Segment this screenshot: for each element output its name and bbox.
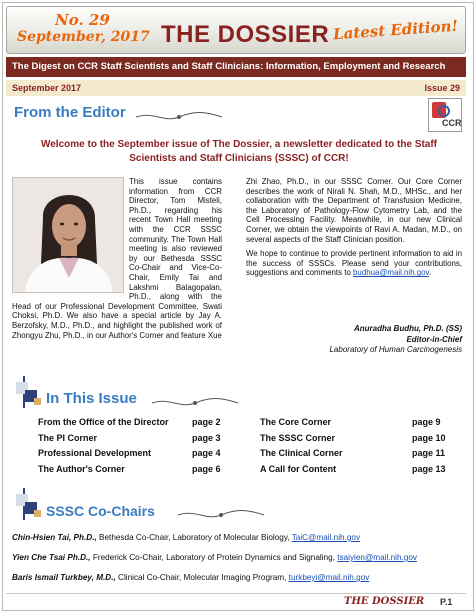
cochair-name: Chin-Hsien Tai, Ph.D., xyxy=(12,533,97,542)
toc-item[interactable]: The Clinical Corner page 11 xyxy=(260,448,446,458)
editor-right-para-2: We hope to continue to provide pertinent information to aid in the success of SSSCs. Please send your contributions, suggestions and comments to budhua@mail.nih.gov. xyxy=(246,249,462,278)
issue-label: Issue 29 xyxy=(424,83,460,93)
cochair-email-link[interactable]: turkbeyi@mail.nih.gov xyxy=(288,573,370,582)
issue-number: No. 29 xyxy=(55,11,110,29)
toc-item[interactable]: The Author's Corner page 6 xyxy=(38,463,221,474)
ccr-logo xyxy=(428,98,462,132)
welcome-message: Welcome to the September issue of The Dossier, a newsletter dedicated to the Staff Scientists and Staff Clinicians (SSSC) of CCR! xyxy=(40,139,438,164)
editor-email-link[interactable]: budhua@mail.nih.gov xyxy=(353,268,429,278)
ornament-flourish-icon xyxy=(150,397,240,409)
toc-left-column xyxy=(38,415,228,477)
cochair-email-link[interactable]: tsaiyien@mail.nih.gov xyxy=(337,553,417,562)
toc-item[interactable]: The SSSC Corner page 10 xyxy=(260,432,446,443)
cochairs-heading: SSSC Co-Chairs xyxy=(46,503,155,519)
date-bar xyxy=(6,80,466,96)
toc-item[interactable]: The Core Corner page 9 xyxy=(260,417,441,427)
cochair-name: Baris Ismail Turkbey, M.D., xyxy=(12,573,116,582)
footer-title: THE DOSSIER xyxy=(344,596,425,607)
editor-left-text: This issue contains information from CCR Director, Tom Misteli, Ph.D., regarding his recent Town Hall meeting with the CCR SSSC community. The Town Hall meeting is also reviewed by our Bethesda SSSC Co-Chair and Vice-Co-Chair, Emily Tai and Lakshmi Balagopalan, Ph.D., along with the Head of our Professional Development Committee, Swati Choksi, Ph.D. We also have a special article by Jay A. Berzofsky, M.D., Ph.D., and highlight the published work of Zhongyu Zhu, Ph.D., in our Author's Corner and feature Xue xyxy=(12,177,222,340)
toc-right-column xyxy=(260,415,460,477)
toc-item[interactable]: The PI Corner page 3 xyxy=(38,432,221,443)
footer-divider xyxy=(6,593,466,594)
cochair-desc: Clinical Co-Chair, Molecular Imaging Program, xyxy=(115,573,289,582)
newsletter-title: THE DOSSIER xyxy=(161,21,330,48)
editor-right-para-1: Zhi Zhao, Ph.D., in our SSSC Corner. Our Core Corner describes the work of Nirali N. Shah, M.D., MHSc., and her collaboration with the Department of Transfusion Medicine, the Laboratory of Pathology-Flow Cytometry Lab, and the Cell Processing Facility. Meanwhile, in our new Clinical Corner, we obtain the viewpoints of Ravi A. Madan, M.D., on several aspects of the Staff Clinician position. xyxy=(246,177,462,244)
cochair-desc: Frederick Co-Chair, Laboratory of Protein Dynamics and Signaling, xyxy=(90,553,338,562)
section-squares-icon xyxy=(16,488,44,520)
editor-left-column xyxy=(12,177,222,340)
cochair-name: Yien Che Tsai Ph.D., xyxy=(12,553,91,562)
toc-item[interactable]: From the Office of the Director page 2 xyxy=(38,417,221,427)
ornament-flourish-icon xyxy=(134,111,224,123)
editor-name: Anuradha Budhu, Ph.D. (SS) xyxy=(354,324,462,333)
toc-item[interactable]: A Call for Content page 13 xyxy=(260,463,446,474)
editor-right-column xyxy=(246,177,462,283)
cochair-desc: Bethesda Co-Chair, Laboratory of Molecular Biology, xyxy=(96,533,292,542)
section-squares-icon xyxy=(16,376,44,408)
latest-edition-badge: Latest Edition! xyxy=(332,16,459,44)
editor-role: Editor-in-Chief xyxy=(406,334,462,344)
masthead xyxy=(6,6,466,54)
issue-month: September 2017 xyxy=(12,83,82,93)
toc-heading: In This Issue xyxy=(46,390,137,407)
editor-org: Laboratory of Human Carcinogenesis xyxy=(329,345,462,354)
toc-item[interactable]: Professional Development page 4 xyxy=(38,448,221,458)
tagline-bar: The Digest on CCR Staff Scientists and Staff Clinicians: Information, Employment and Research xyxy=(6,57,466,77)
editor-heading: From the Editor xyxy=(14,104,126,121)
cochair-entry xyxy=(12,573,462,593)
cochair-email-link[interactable]: TaiC@mail.nih.gov xyxy=(291,533,361,542)
issue-date: September, 2017 xyxy=(17,29,150,45)
ornament-flourish-icon xyxy=(176,509,266,521)
cochair-entry xyxy=(12,533,462,553)
editor-signature xyxy=(246,324,462,356)
ccr-logo-text: CCR xyxy=(442,118,462,128)
cochair-entry xyxy=(12,553,462,573)
footer-page-number: P.1 xyxy=(440,597,453,607)
cochairs-list xyxy=(12,533,462,593)
